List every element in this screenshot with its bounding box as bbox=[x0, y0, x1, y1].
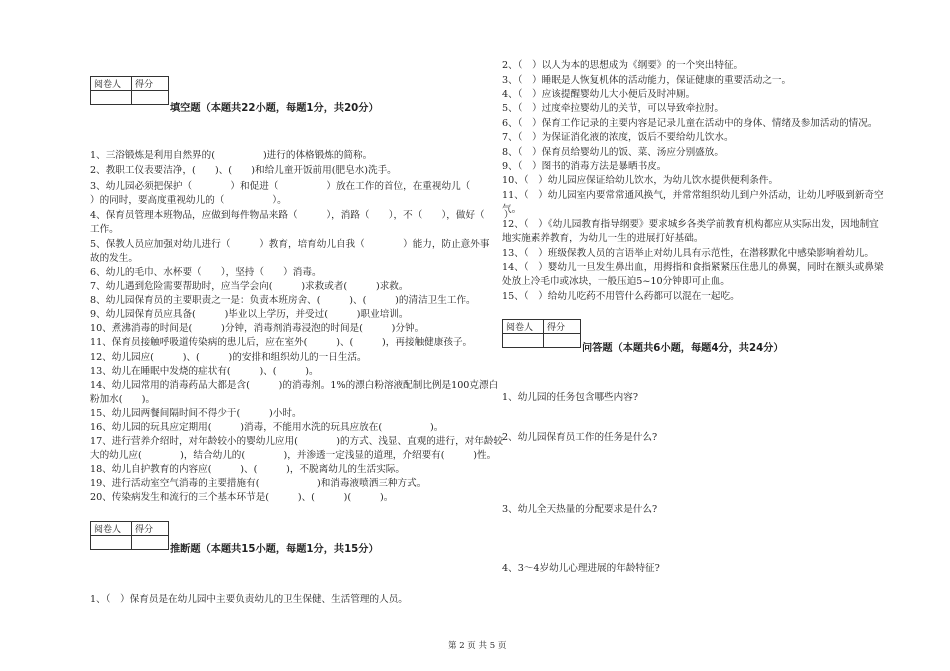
qa-question: 3、幼儿全天热量的分配要求是什么? bbox=[502, 504, 658, 515]
judgment-line: 9、（ ）图书的消毒方法是暴晒书皮。 bbox=[502, 161, 667, 172]
judgment-line: 8、（ ）保育员给婴幼儿的饭、菜、汤应分别盛放。 bbox=[502, 147, 724, 158]
fill-blank-line: ）的同时，要高度重视幼儿的（ ）。 bbox=[90, 195, 287, 206]
fill-blank-line: 8、幼儿园保育员的主要职责之一是：负责本班房舍、( )、( )的清洁卫生工作。 bbox=[90, 295, 476, 306]
judgment-line: 5、（ ）过度牵拉婴幼儿的关节，可以导致牵拉肘。 bbox=[502, 103, 724, 114]
fill-blank-line: 5、保教人员应加强对幼儿进行（ ）教育，培育幼儿自我（ ）能力，防止意外事 bbox=[90, 239, 490, 250]
judgment-line: 气。 bbox=[502, 204, 522, 215]
judgment-line: 14、（ ）婴幼儿一旦发生鼻出血，用拇指和食指紧紧压住患儿的鼻翼，同时在额头或鼻梁 bbox=[502, 262, 884, 273]
score-box-section3 bbox=[502, 319, 581, 348]
fill-blank-line: 7、幼儿遇到危险需要帮助时，应当学会向( )求救或者( )求救。 bbox=[90, 281, 409, 292]
fill-blank-line: 14、幼儿园常用的消毒药品大都是含( )的消毒剂。1%的漂白粉溶液配制比例是100克漂白 bbox=[90, 380, 499, 391]
fill-blank-line: 12、幼儿园应( )、( )的安排和组织幼儿的一日生活。 bbox=[90, 352, 367, 363]
judgment-line: 13、（ ）班级保教人员的言语举止对幼儿具有示范性，在潜移默化中感染影响着幼儿。 bbox=[502, 248, 874, 259]
judgment-line: 1、（ ）保育员是在幼儿园中主要负责幼儿的卫生保健、生活管理的人员。 bbox=[90, 594, 408, 605]
score-box-section1 bbox=[90, 76, 169, 105]
fill-blank-line: 16、幼儿园的玩具应定期用( )消毒，不能用水洗的玩具应放在( )。 bbox=[90, 422, 444, 433]
reviewer-cell bbox=[91, 91, 132, 105]
section3-title: 问答题（本题共6小题，每题4分，共24分） bbox=[582, 343, 784, 354]
fill-blank-line: 11、保育员接触呼吸道传染病的患儿后，应在室外( )、( )，再接触健康孩子。 bbox=[90, 337, 473, 348]
score-cell bbox=[544, 334, 581, 348]
fill-blank-line: 3、幼儿园必须把保护（ ）和促进（ ）放在工作的首位，在重视幼儿（ bbox=[90, 181, 500, 192]
section1-title: 填空题（本题共22小题，每题1分，共20分） bbox=[170, 103, 379, 114]
reviewer-cell bbox=[503, 334, 544, 348]
qa-question: 1、幼儿园的任务包含哪些内容? bbox=[502, 392, 638, 403]
judgment-line: 4、（ ）应该提醒婴幼儿大小便后及时冲厕。 bbox=[502, 89, 696, 100]
fill-blank-line: 工作。 bbox=[90, 224, 119, 235]
fill-blank-line: 19、进行活动室空气消毒的主要措施有( )和消毒液喷洒三种方式。 bbox=[90, 478, 427, 489]
qa-question: 4、3～4岁幼儿心理进展的年龄特征? bbox=[502, 563, 660, 574]
fill-blank-line: 20、传染病发生和流行的三个基本环节是( )、( )( )。 bbox=[90, 492, 394, 503]
judgment-line: 11、（ ）幼儿园室内要常常通风换气，并常常组织幼儿到户外活动，让幼儿呼吸到新奇空 bbox=[502, 190, 884, 201]
fill-blank-line: 4、保育员管理本班物品，应做到每件物品来路（ ），消路（ ），不（ ），做好（ ） bbox=[90, 210, 514, 221]
judgment-line: 3、（ ）睡眠是人恢复机体的活动能力，保证健康的重要活动之一。 bbox=[502, 75, 792, 86]
judgment-line: 7、（ ）为保证消化液的浓度，饭后不要给幼儿饮水。 bbox=[502, 132, 734, 143]
qa-question: 2、幼儿园保育员工作的任务是什么? bbox=[502, 432, 658, 443]
fill-blank-line: 13、幼儿在睡眠中发烧的症状有( )、( )。 bbox=[90, 366, 319, 377]
section2-title: 推断题（本题共15小题，每题1分，共15分） bbox=[170, 544, 379, 555]
reviewer-label: 阅卷人 bbox=[91, 77, 132, 91]
fill-blank-line: 故的发生。 bbox=[90, 253, 138, 264]
fill-blank-line: 10、煮沸消毒的时间是( )分钟，消毒剂消毒浸泡的时间是( )分钟。 bbox=[90, 323, 425, 334]
fill-blank-line: 2、教职工仪表要洁净，( )、( )和给儿童开饭前用(肥皂水)洗手。 bbox=[90, 165, 397, 176]
fill-blank-line: 粉加水( )。 bbox=[90, 394, 156, 405]
score-label: 得分 bbox=[132, 77, 169, 91]
fill-blank-line: 大的幼儿应( )，结合幼儿的( )，并渗透一定浅显的道理，介绍要有( )性。 bbox=[90, 450, 497, 461]
fill-blank-line: 1、三浴锻炼是利用自然界的( )进行的体格锻炼的简称。 bbox=[90, 150, 373, 161]
judgment-line: 处放上冷毛巾或冰块，一般压迫5~10分钟即可止血。 bbox=[502, 276, 730, 287]
judgment-line: 15、（ ）给幼儿吃药不用管什么药都可以混在一起吃。 bbox=[502, 291, 740, 302]
judgment-line: 12、（ ）《幼儿园教育指导纲要》要求城乡各类学前教育机构都应从实际出发，因地制宜 bbox=[502, 219, 879, 230]
fill-blank-line: 6、幼儿的毛巾、水杯要（ ），坚持（ ）消毒。 bbox=[90, 267, 322, 278]
judgment-line: 10、（ ）幼儿园应保证给幼儿饮水，为幼儿饮水提供便利条件。 bbox=[502, 175, 779, 186]
page-footer: 第 2 页 共 5 页 bbox=[448, 641, 507, 651]
judgment-line: 2、（ ）以人为本的思想成为《纲要》的一个突出特征。 bbox=[502, 60, 744, 71]
fill-blank-line: 17、进行营养介绍时，对年龄较小的婴幼儿应用( )的方式、浅显、直观的进行，对年龄较 bbox=[90, 436, 504, 447]
score-label: 得分 bbox=[544, 320, 581, 334]
judgment-line: 地实施素养教育，为幼儿一生的进展打好基础。 bbox=[502, 233, 704, 244]
reviewer-label: 阅卷人 bbox=[91, 522, 132, 536]
fill-blank-line: 9、幼儿园保育员应具备( )毕业以上学历，并受过( )职业培训。 bbox=[90, 309, 409, 320]
fill-blank-line: 15、幼儿园两餐间隔时间不得少于( )小时。 bbox=[90, 408, 302, 419]
fill-blank-line: 18、幼儿自护教育的内容应( )、( )，不脱离幼儿的生活实际。 bbox=[90, 464, 405, 475]
score-label: 得分 bbox=[132, 522, 169, 536]
reviewer-label: 阅卷人 bbox=[503, 320, 544, 334]
judgment-line: 6、（ ）保育工作记录的主要内容是记录儿童在活动中的身体、情绪及参加活动的情况。 bbox=[502, 118, 878, 129]
score-cell bbox=[132, 536, 169, 550]
reviewer-cell bbox=[91, 536, 132, 550]
score-cell bbox=[132, 91, 169, 105]
score-box-section2 bbox=[90, 521, 169, 550]
